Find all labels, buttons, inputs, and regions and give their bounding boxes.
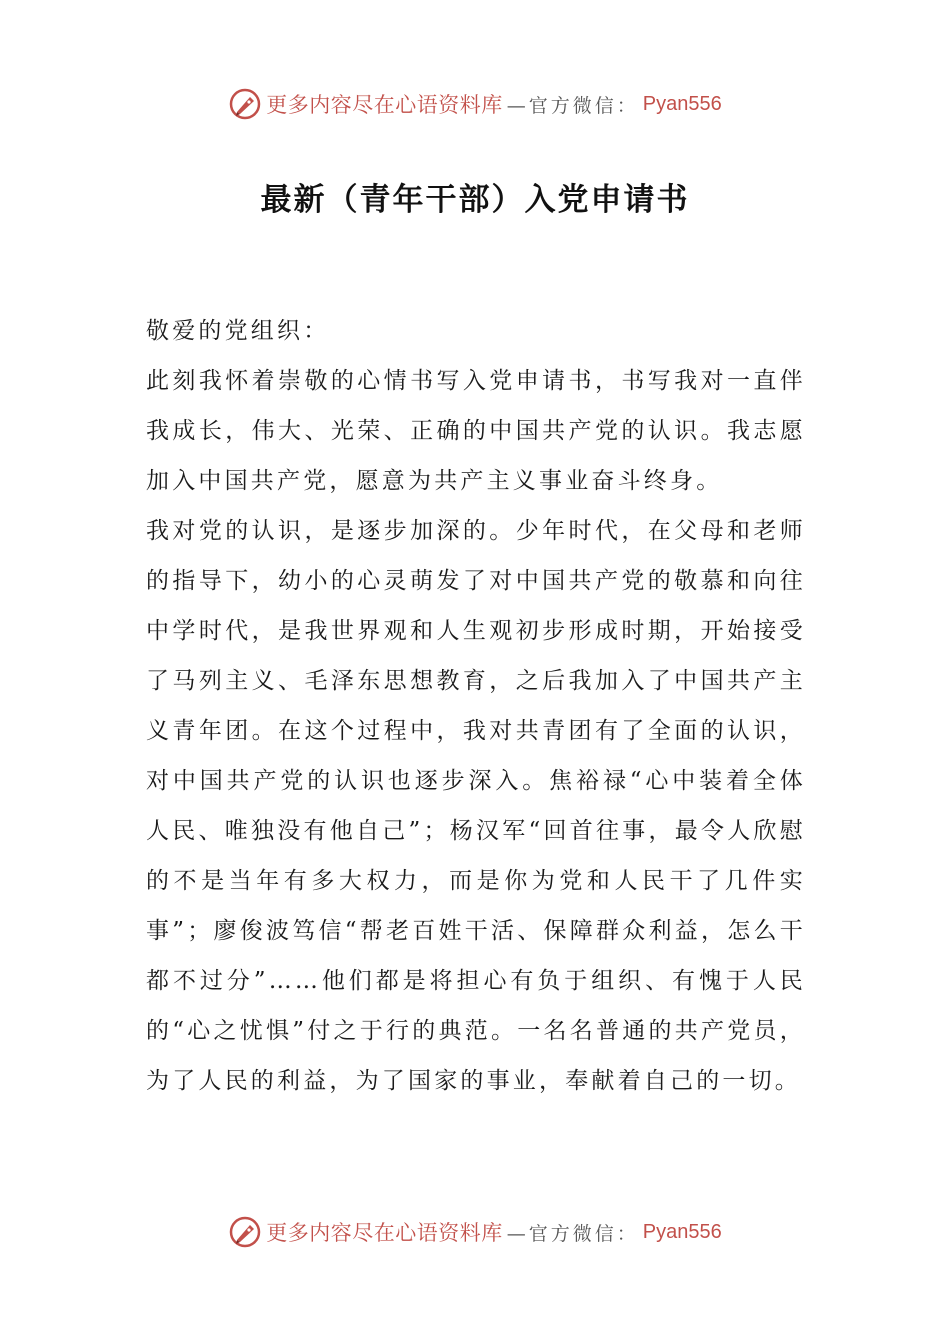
header-watermark <box>0 84 950 124</box>
document-title: 最新（青年干部）入党申请书 <box>260 182 690 218</box>
watermark-main-text: 更多内容尽在心语资料库 <box>266 93 503 117</box>
pen-nib-logo-icon <box>228 1215 262 1249</box>
footer-watermark <box>0 1212 950 1252</box>
watermark-suffix-text: —官方微信： <box>506 94 639 117</box>
body-paragraph: 此刻我怀着崇敬的心情书写入党申请书，书写我对一直伴我成长，伟大、光荣、正确的中国共产党的认识。我志愿加入中国共产党，愿意为共产主义事业奋斗终身。 <box>146 368 806 494</box>
pen-nib-logo-icon <box>228 87 262 121</box>
watermark-wechat-id: Pyan556 <box>642 92 722 115</box>
watermark-suffix-text: —官方微信： <box>506 1222 639 1245</box>
salutation: 敬爱的党组织： <box>146 318 330 344</box>
document-body <box>146 306 806 1106</box>
watermark-main-text: 更多内容尽在心语资料库 <box>266 1221 503 1245</box>
watermark-wechat-id: Pyan556 <box>642 1220 722 1243</box>
body-paragraph: 我对党的认识，是逐步加深的。少年时代，在父母和老师的指导下，幼小的心灵萌发了对中国共产党的敬慕和向往中学时代，是我世界观和人生观初步形成时期，开始接受了马列主义、毛泽东思想教育，之后我加入了中国共产主义青年团。在这个过程中，我对共青团有了全面的认识，对中国共产党的认识也逐步深入。焦裕禄“心中装着全体人民、唯独没有他自己”；杨汉军“回首往事，最令人欣慰的不是当年有多大权力，而是你为党和人民干了几件实事”；廖俊波笃信“帮老百姓干活、保障群众利益，怎么干都不过分”……他们都是将担心有负于组织、有愧于人民的“心之忧惧”付之于行的典范。一名名普通的共产党员，为了人民的利益，为了国家的事业，奉献着自己的一切。 <box>146 518 806 1094</box>
